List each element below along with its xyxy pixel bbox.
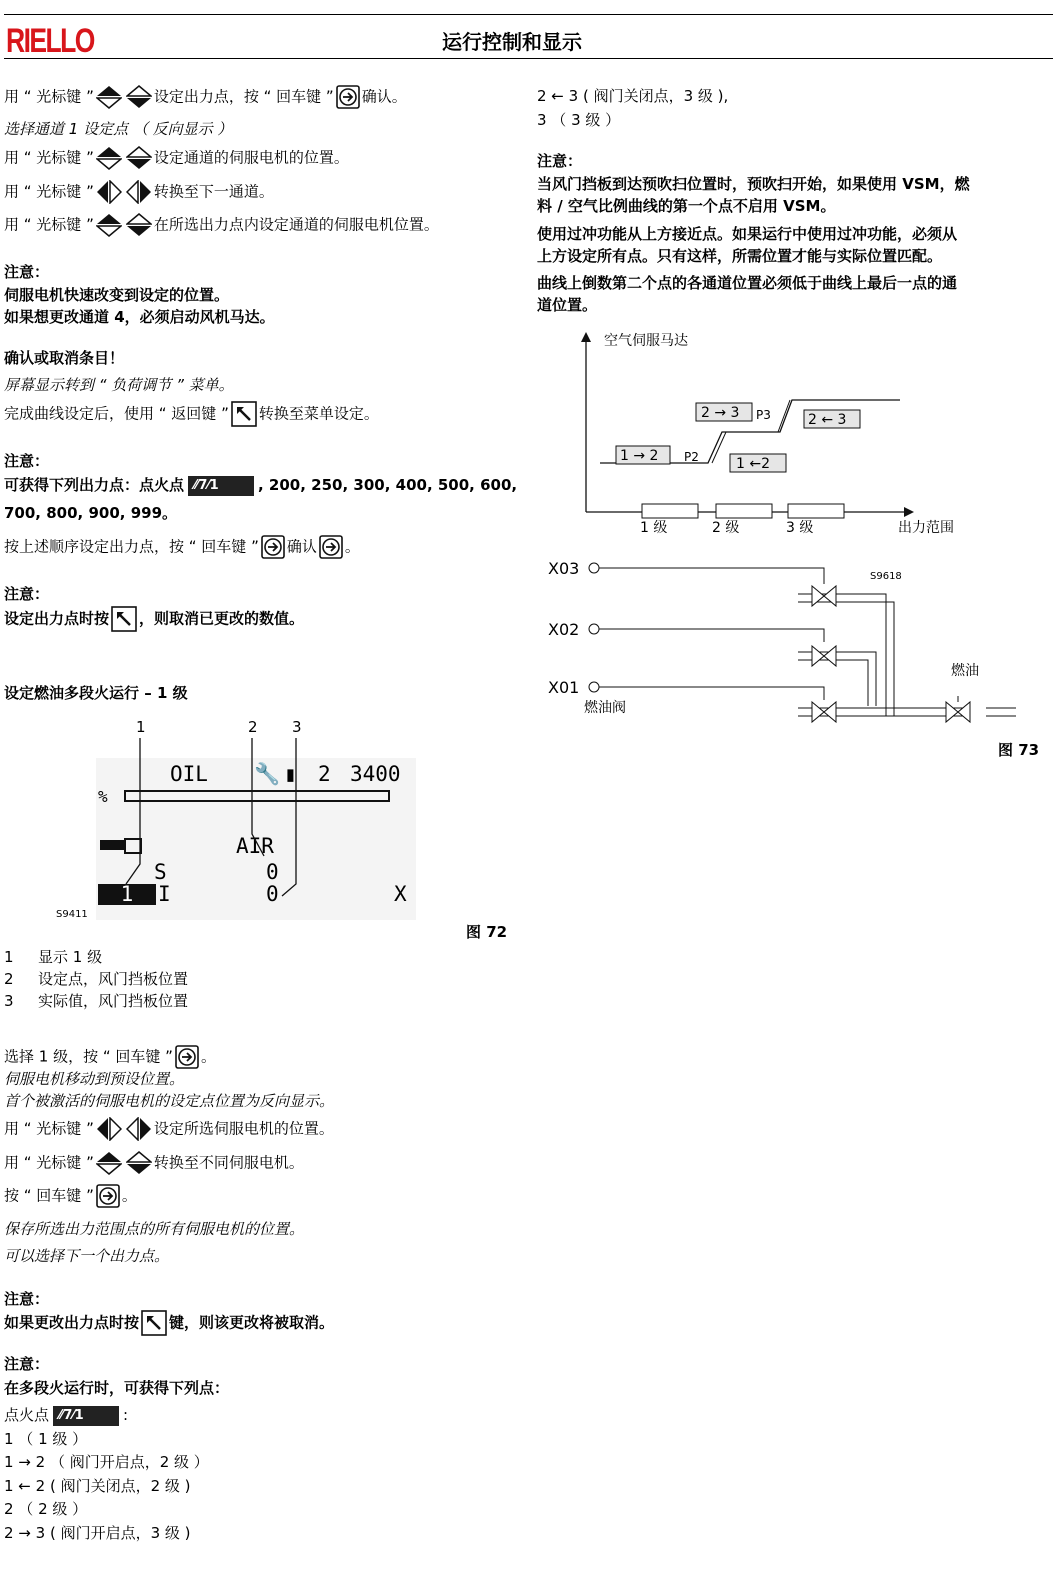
note-heading: 注意： xyxy=(4,585,50,603)
list-item: 2 （ 2 级 ） xyxy=(4,1500,88,1518)
instr-return-to-menu: 完成曲线设定后，使用 “ 返回键 ” 转换至菜单设定。 xyxy=(4,401,379,427)
cursor-up-key-icon xyxy=(96,85,122,109)
lcd-s: S xyxy=(154,860,167,884)
output-points-text: 700, 800, 900, 999。 xyxy=(4,504,178,522)
lcd-stage-inverted: 1 xyxy=(98,884,156,905)
cursor-left-key-icon xyxy=(96,180,122,204)
point-label: P3 xyxy=(756,408,771,422)
lcd-x: X xyxy=(394,882,407,906)
instr-set-channel-in-point: 用 “ 光标键 ” 在所选出力点内设定通道的伺服电机位置。 xyxy=(4,213,439,237)
list-item: 2 → 3 ( 阀门开启点，3 级 ) xyxy=(4,1524,191,1542)
cursor-right-key-icon xyxy=(126,1117,152,1141)
note-heading: 注意： xyxy=(4,452,50,470)
ignition-point: 点火点 ⁄⁄7⁄1 : xyxy=(4,1406,129,1424)
riello-logo: RIELLO xyxy=(6,22,94,60)
back-key-icon xyxy=(231,401,257,427)
instr-set-servo-position: 用 “ 光标键 ” 设定通道的伺服电机的位置。 xyxy=(4,146,349,170)
note-text: 上方设定所有点。只有这样，所需位置才能与实际位置匹配。 xyxy=(537,247,943,265)
figure-code: S9618 xyxy=(870,571,902,582)
enter-key-icon xyxy=(336,85,360,109)
curve-box-label: 1 → 2 xyxy=(620,448,659,464)
note-heading: 注意： xyxy=(537,152,583,170)
x-axis-label: 出力范围 xyxy=(898,520,954,536)
note-text: 使用过冲功能从上方接近点。如果运行中使用过冲功能，必须从 xyxy=(537,225,958,243)
confirm-heading: 确认或取消条目！ xyxy=(4,349,125,367)
back-key-icon xyxy=(141,1310,167,1336)
stage-label: 1 级 xyxy=(640,520,668,536)
valve-label: X03 xyxy=(548,559,580,578)
legend-item: 2 设定点，风门挡板位置 xyxy=(4,970,189,988)
valve-label: X01 xyxy=(548,678,580,697)
lcd-setpoint: 0 xyxy=(266,860,279,884)
ignition-icon: ⁄⁄7⁄1 xyxy=(188,476,254,496)
instr-select-stage: 选择 1 级，按 “ 回车键 ” 。 xyxy=(4,1045,216,1069)
curve-box-label: 2 ← 3 xyxy=(808,412,847,428)
section-heading: 设定燃油多段火运行 – 1 级 xyxy=(4,684,188,702)
cursor-down-key-icon xyxy=(126,213,152,237)
note-cancel-change: 如果更改出力点时按 键，则该更改将被取消。 xyxy=(4,1310,334,1336)
lcd-num: 2 xyxy=(318,762,331,786)
note-heading: 注意： xyxy=(4,1290,50,1308)
list-item: 3 （ 3 级 ） xyxy=(537,111,621,129)
instr-switch-servo: 用 “ 光标键 ” 转换至不同伺服电机。 xyxy=(4,1151,304,1175)
note-text: 料 / 空气比例曲线的第一个点不启用 VSM。 xyxy=(537,197,836,215)
lcd-val: 3400 xyxy=(350,762,401,786)
legend-item: 3 实际值，风门挡板位置 xyxy=(4,992,189,1010)
curve-box-label: 1 ←2 xyxy=(736,456,770,472)
callout-lines xyxy=(96,734,416,924)
instr-press-enter: 按 “ 回车键 ” 。 xyxy=(4,1184,137,1208)
cursor-down-key-icon xyxy=(126,146,152,170)
save-text: 保存所选出力范围点的所有伺服电机的位置。 xyxy=(4,1220,305,1238)
note-text: 伺服电机快速改变到设定的位置。 xyxy=(4,286,230,304)
callout-3: 3 xyxy=(292,718,302,736)
note-text: 如果想更改通道 4，必须启动风机马达。 xyxy=(4,308,275,326)
note-text: 道位置。 xyxy=(537,296,598,314)
figure-code: S9411 xyxy=(56,909,88,920)
figure-72-label: 图 72 xyxy=(466,923,508,941)
note-text: 曲线上倒数第二个点的各通道位置必须低于曲线上最后一点的通 xyxy=(537,274,958,292)
header-rule xyxy=(4,58,1053,59)
legend-item: 1 显示 1 级 xyxy=(4,948,103,966)
enter-key-icon xyxy=(319,535,343,559)
list-item: 2 ← 3 ( 阀门关闭点，3 级 ), xyxy=(537,87,729,105)
confirm-text: 屏幕显示转到 “ 负荷调节 ” 菜单。 xyxy=(4,376,234,394)
note-points-text: 在多段火运行时，可获得下列点： xyxy=(4,1379,230,1397)
instr-set-output-point: 用 “ 光标键 ” 设定出力点，按 “ 回车键 ” 确认。 xyxy=(4,85,407,109)
point-label: P2 xyxy=(684,450,699,464)
curve-box-label: 2 → 3 xyxy=(701,405,740,421)
cursor-up-key-icon xyxy=(96,146,122,170)
enter-key-icon xyxy=(261,535,285,559)
instr-sequence: 按上述顺序设定出力点，按 “ 回车键 ” 确认 。 xyxy=(4,535,360,559)
list-item: 1 → 2 （ 阀门开启点，2 级 ） xyxy=(4,1453,209,1471)
lcd-lock-icon: ▮ xyxy=(284,762,297,786)
cursor-up-key-icon xyxy=(96,213,122,237)
ignition-icon: ⁄⁄7⁄1 xyxy=(53,1406,119,1426)
note-cancel-text: 设定出力点时按 ，则取消已更改的数值。 xyxy=(4,606,304,632)
lcd-wrench-icon: 🔧 xyxy=(254,762,281,786)
callout-1: 1 xyxy=(136,718,146,736)
instr-select-channel: 选择通道 1 设定点 （ 反向显示 ） xyxy=(4,120,233,138)
note-text: 当风门挡板到达预吹扫位置时，预吹扫开始，如果使用 VSM，燃 xyxy=(537,175,970,193)
enter-key-icon xyxy=(96,1184,120,1208)
list-item: 1 （ 1 级 ） xyxy=(4,1430,88,1448)
valve-label: X02 xyxy=(548,620,580,639)
oil-valve-label: 燃油阀 xyxy=(584,700,626,716)
note-heading: 注意： xyxy=(4,263,50,281)
instr-set-servo: 用 “ 光标键 ” 设定所选伺服电机的位置。 xyxy=(4,1117,334,1141)
lcd-actual: 0 xyxy=(266,882,279,906)
enter-key-icon xyxy=(175,1045,199,1069)
cursor-down-key-icon xyxy=(126,85,152,109)
servo-text: 首个被激活的伺服电机的设定点位置为反向显示。 xyxy=(4,1092,335,1110)
lcd-percent: % xyxy=(98,787,108,806)
back-key-icon xyxy=(111,606,137,632)
stage-label: 3 级 xyxy=(786,520,814,536)
lcd-oil: OIL xyxy=(170,762,208,786)
note-heading: 注意： xyxy=(4,1355,50,1373)
cursor-down-key-icon xyxy=(126,1151,152,1175)
servo-curve-diagram xyxy=(560,330,950,550)
stage-label: 2 级 xyxy=(712,520,740,536)
valve-schematic xyxy=(586,556,1026,730)
next-text: 可以选择下一个出力点。 xyxy=(4,1247,170,1265)
cursor-left-key-icon xyxy=(96,1117,122,1141)
page-title: 运行控制和显示 xyxy=(442,30,582,54)
oil-label: 燃油 xyxy=(951,663,979,679)
cursor-right-key-icon xyxy=(126,180,152,204)
output-points-text: 可获得下列出力点：点火点 ⁄⁄7⁄1 , 200, 250, 300, 400, 500, 600, xyxy=(4,476,518,494)
lcd-i: I xyxy=(158,882,171,906)
cursor-up-key-icon xyxy=(96,1151,122,1175)
instr-next-channel: 用 “ 光标键 ” 转换至下一通道。 xyxy=(4,180,274,204)
y-axis-label: 空气伺服马达 xyxy=(604,333,688,349)
callout-2: 2 xyxy=(248,718,258,736)
figure-73-label: 图 73 xyxy=(998,741,1040,759)
list-item: 1 ← 2 ( 阀门关闭点，2 级 ) xyxy=(4,1477,191,1495)
lcd-air: AIR xyxy=(236,834,274,858)
servo-text: 伺服电机移动到预设位置。 xyxy=(4,1070,185,1088)
top-rule xyxy=(4,14,1053,15)
